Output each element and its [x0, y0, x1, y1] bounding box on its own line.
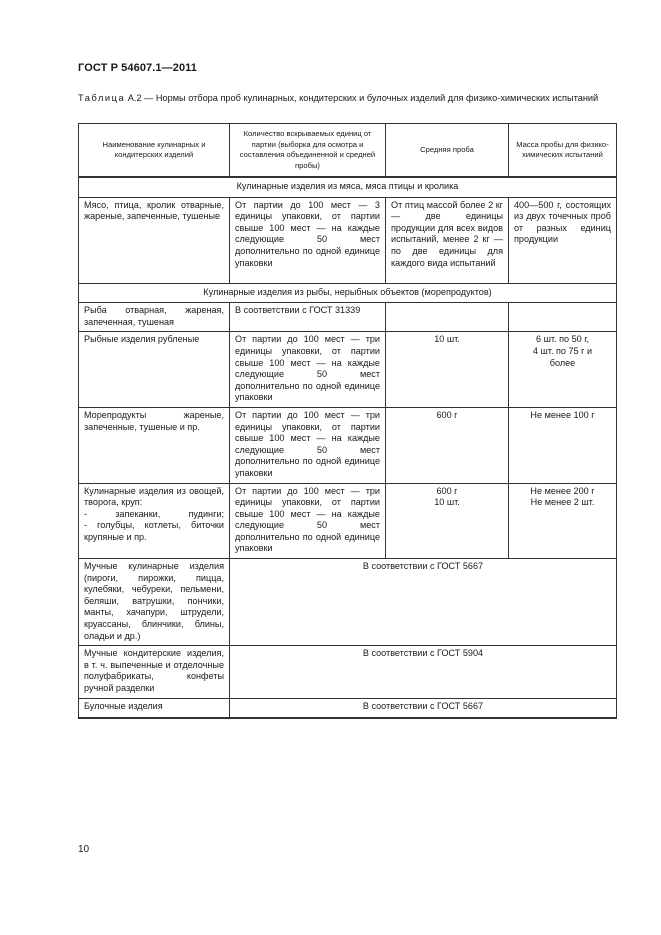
cell-mass: 400—500 г, состоящих из двух точечных проб от разных единиц продукции: [509, 197, 617, 283]
table-row: [79, 303, 617, 332]
cell-name: Мясо, птица, кролик отварные, жареные, запеченные, тушеные: [79, 197, 230, 283]
cell-sample: 10 шт.: [386, 332, 509, 408]
cell-name: Рыбные изделия рубленые: [79, 332, 230, 408]
table-row: [79, 332, 617, 408]
cell-name: [79, 483, 230, 559]
mass-line: более: [549, 357, 576, 368]
section-row-meat: [79, 177, 617, 197]
table-row: [79, 197, 617, 283]
cell-name: Морепродукты жареные, запеченные, тушеные и пр.: [79, 407, 230, 483]
table-row: [79, 407, 617, 483]
cell-name: Рыба отварная, жареная, запеченная, тушеная: [79, 303, 230, 332]
page-number: 10: [78, 844, 90, 855]
cell-mass: [509, 332, 617, 408]
col-header-units: Количество вскрываемых единиц от партии (выборка для осмотра и составления объединенной и средней пробы): [230, 124, 386, 178]
cell-reference: В соответствии с ГОСТ 5904: [230, 646, 617, 698]
document-header: ГОСТ Р 54607.1—2011: [78, 62, 198, 74]
cell-name: Мучные кулинарные изделия (пироги, пирожки, пицца, кулебяки, чебуреки, пельмени, беляши, ватрушки, пончики, манты, хачапури, штрудели, круассаны, блинчики, блины, оладьи и др.): [79, 559, 230, 646]
cell-mass: [509, 303, 617, 332]
name-line: Кулинарные изделия из овощей, творога, круп:: [84, 485, 224, 508]
table-row: [79, 559, 617, 646]
table-row: [79, 698, 617, 718]
section-title-fish: Кулинарные изделия из рыбы, нерыбных объектов (морепродуктов): [79, 283, 617, 303]
sample-line: 600 г: [436, 485, 458, 496]
caption-text: А.2 — Нормы отбора проб кулинарных, кондитерских и булочных изделий для физико-химических испытаний: [125, 93, 599, 103]
table-header-row: [79, 124, 617, 178]
mass-line: Не менее 200 г: [530, 485, 595, 496]
col-header-name: Наименование кулинарных и кондитерских изделий: [79, 124, 230, 178]
mass-line: 6 шт. по 50 г,: [536, 334, 589, 345]
cell-sample: [386, 303, 509, 332]
cell-sample: [386, 483, 509, 559]
cell-sample: От птиц массой более 2 кг — две единицы продукции для всех видов испытаний, менее 2 кг — по две единицы для каждого вида испытаний: [386, 197, 509, 283]
cell-units: От партии до 100 мест — 3 единицы упаковки, от партии свыше 100 мест — на каждые следующие 50 мест дополнительно по одной единице упаковки: [230, 197, 386, 283]
cell-sample: 600 г: [386, 407, 509, 483]
name-line: - запеканки, пудинги;: [84, 508, 224, 519]
cell-units: От партии до 100 мест — три единицы упаковки, от партии свыше 100 мест — на каждые следующие 50 мест дополнительно по одной единице упаковки: [230, 332, 386, 408]
mass-line: 4 шт. по 75 г и: [532, 345, 593, 356]
cell-mass: [509, 483, 617, 559]
table-row: [79, 646, 617, 698]
table-row: [79, 483, 617, 559]
section-row-fish: [79, 283, 617, 303]
cell-mass: Не менее 100 г: [509, 407, 617, 483]
caption-label: Таблица: [78, 93, 126, 103]
cell-units: В соответствии с ГОСТ 31339: [230, 303, 386, 332]
table-caption: [78, 92, 616, 104]
cell-name: Мучные кондитерские изделия, в т. ч. выпеченные и отделочные полуфабрикаты, конфеты ручной разделки: [79, 646, 230, 698]
sample-line: 10 шт.: [434, 497, 460, 508]
mass-line: Не менее 2 шт.: [530, 497, 595, 508]
col-header-sample: Средняя проба: [386, 124, 509, 178]
cell-name: Булочные изделия: [79, 698, 230, 718]
cell-reference: В соответствии с ГОСТ 5667: [230, 559, 617, 646]
section-title-meat: Кулинарные изделия из мяса, мяса птицы и кролика: [79, 177, 617, 197]
cell-reference: В соответствии с ГОСТ 5667: [230, 698, 617, 718]
col-header-mass: Масса пробы для физико-химических испытаний: [509, 124, 617, 178]
name-line: - голубцы, котлеты, биточки крупяные и пр.: [84, 520, 224, 542]
cell-units: От партии до 100 мест — три единицы упаковки, от партии свыше 100 мест — на каждые следующие 50 мест дополнительно по одной единице упаковки: [230, 483, 386, 559]
cell-units: От партии до 100 мест — три единицы упаковки, от партии свыше 100 мест — на каждые следующие 50 мест дополнительно по одной единице упаковки: [230, 407, 386, 483]
sampling-norms-table: [78, 123, 617, 719]
